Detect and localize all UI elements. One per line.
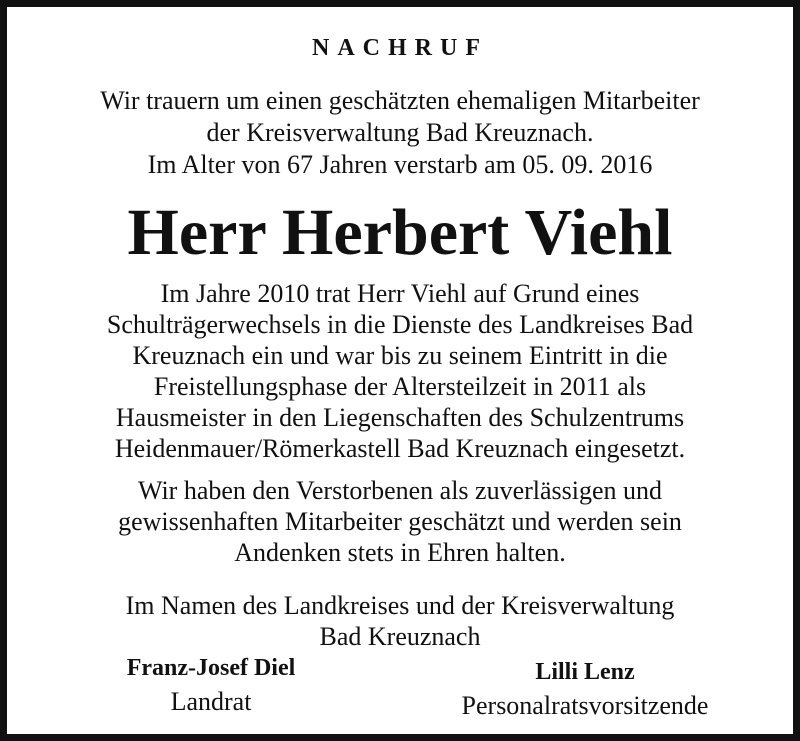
signatory-right bbox=[425, 656, 745, 722]
paragraph-line: Schulträgerwechsels in die Dienste des Landkreises Bad bbox=[106, 310, 694, 339]
intro-line: der Kreisverwaltung Bad Kreuznach. bbox=[206, 118, 594, 147]
deceased-name: Herr Herbert Viehl bbox=[127, 196, 673, 269]
tribute-paragraph bbox=[7, 475, 793, 568]
signatory-name: Lilli Lenz bbox=[535, 659, 635, 685]
closing-line: Im Namen des Landkreises und der Kreisverwaltung bbox=[125, 591, 675, 620]
intro-line: Wir trauern um einen geschätzten ehemaligen Mitarbeiter bbox=[100, 86, 700, 115]
paragraph-line: Freistellungsphase der Altersteilzeit in 2011 als bbox=[153, 372, 647, 401]
paragraph-line: gewissenhaften Mitarbeiter geschätzt und werden sein bbox=[118, 507, 682, 536]
intro-text bbox=[7, 85, 793, 181]
notice-heading: NACHRUF bbox=[312, 35, 488, 61]
closing-text bbox=[7, 590, 793, 652]
paragraph-line: Kreuznach ein und war bis zu seinem Eintritt in die bbox=[132, 341, 668, 370]
signatory-name: Franz-Josef Diel bbox=[126, 655, 296, 681]
paragraph-line: Im Jahre 2010 trat Herr Viehl auf Grund eines bbox=[160, 279, 640, 308]
paragraph-line: Andenken stets in Ehren halten. bbox=[234, 538, 566, 567]
career-paragraph bbox=[7, 278, 793, 464]
paragraph-line: Hausmeister in den Liegenschaften des Schulzentrums bbox=[115, 403, 685, 432]
paragraph-line: Heidenmauer/Römerkastell Bad Kreuznach eingesetzt. bbox=[114, 434, 686, 463]
closing-line: Bad Kreuznach bbox=[319, 622, 481, 651]
intro-line: Im Alter von 67 Jahren verstarb am 05. 09. 2016 bbox=[147, 150, 653, 179]
obituary-notice bbox=[7, 7, 793, 734]
signatory-title: Landrat bbox=[170, 687, 252, 716]
signatory-left bbox=[101, 652, 321, 718]
paragraph-line: Wir haben den Verstorbenen als zuverlässigen und bbox=[137, 476, 663, 505]
signatory-title: Personalratsvorsitzende bbox=[461, 691, 709, 720]
